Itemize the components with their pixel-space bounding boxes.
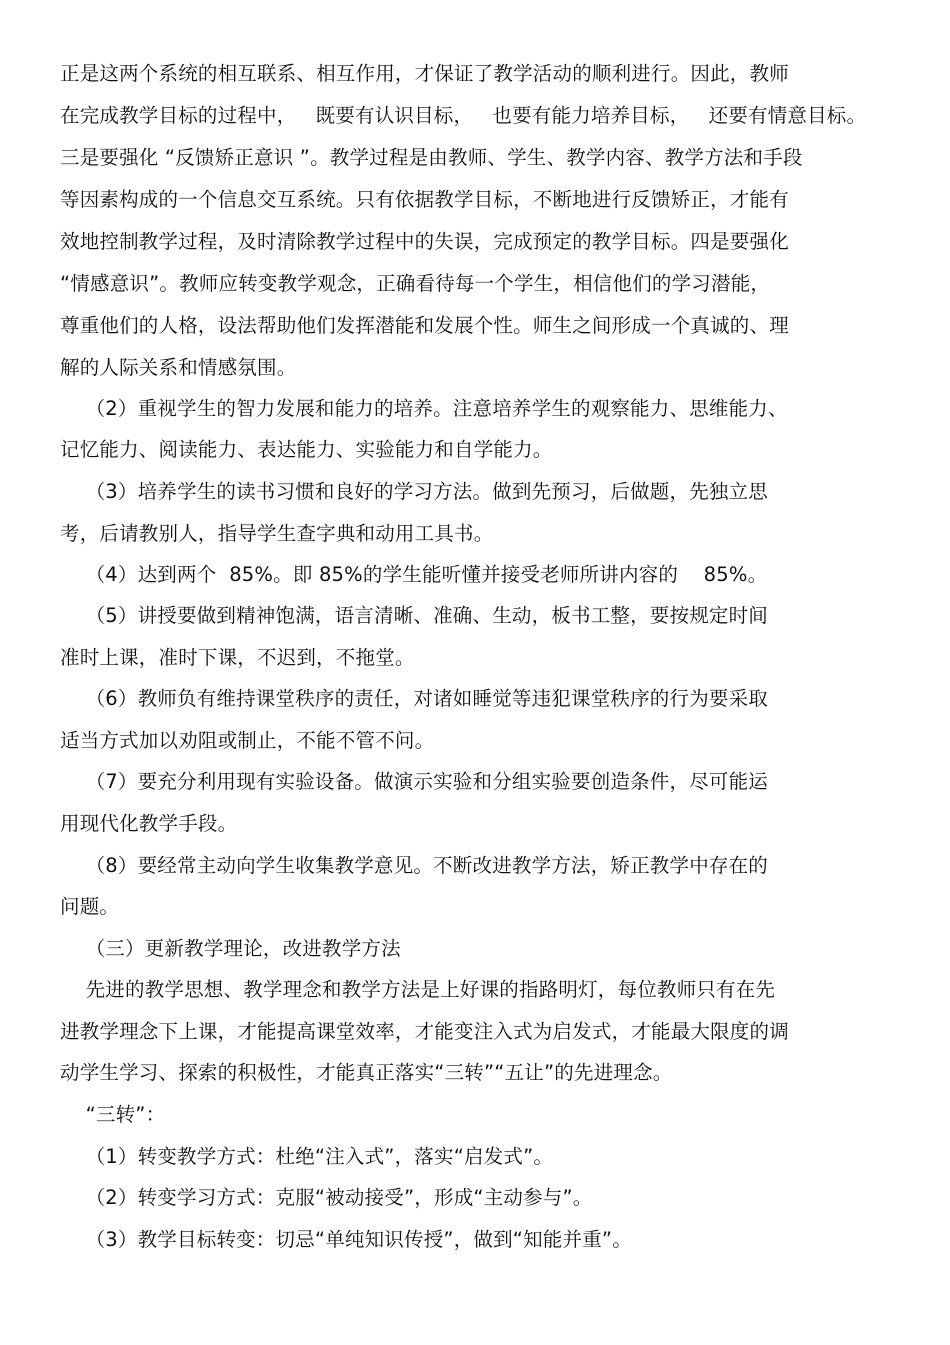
section-heading: （三）更新教学理论，改进教学方法: [60, 937, 401, 960]
text-line: “三转”：: [60, 1103, 166, 1126]
list-item: （2）转变学习方式：克服“被动接受”，形成“主动参与”。: [60, 1186, 593, 1209]
text-line: 解的人际关系和情感氛围。: [60, 356, 297, 379]
text-line: （6）教师负有维持课堂秩序的责任，对诸如睡觉等违犯课堂秩序的行为要采取: [60, 687, 769, 710]
text-line: 问题。: [60, 895, 120, 918]
text-line: （7）要充分利用现有实验设备。做演示实验和分组实验要创造条件，尽可能运: [60, 770, 769, 793]
text-line: “情感意识”。教师应转变教学观念，正确看待每一个学生，相信他们的学习潜能，: [60, 272, 771, 295]
text-line: 效地控制教学过程，及时清除教学过程中的失误，完成预定的教学目标。四是要强化: [60, 230, 789, 253]
list-item: （3）教学目标转变：切忌“单纯知识传授”，做到“知能并重”。: [60, 1228, 632, 1251]
list-item: （1）转变教学方式：杜绝“注入式”，落实“启发式”。: [60, 1145, 554, 1168]
text-line: 正是这两个系统的相互联系、相互作用，才保证了教学活动的顺利进行。因此，教师: [60, 62, 789, 85]
text-line: 适当方式加以劝阻或制止，不能不管不问。: [60, 729, 435, 752]
text-line: 先进的教学思想、教学理念和教学方法是上好课的指路明灯，每位教师只有在先: [60, 978, 776, 1001]
text-line: 尊重他们的人格，设法帮助他们发挥潜能和发展个性。师生之间形成一个真诚的、理: [60, 314, 789, 337]
text-line: 准时上课，准时下课，不迟到，不拖堂。: [60, 646, 415, 669]
text-line: 动学生学习、探索的积极性，才能真正落实“三转”“五让”的先进理念。: [60, 1061, 673, 1084]
text-line: （4）达到两个 85%。即 85%的学生能听懂并接受老师所讲内容的 85%。: [60, 563, 768, 586]
text-line: 用现代化教学手段。: [60, 812, 238, 835]
text-line: 在完成教学目标的过程中， 既要有认识目标， 也要有能力培养目标， 还要有情意目标。: [60, 104, 867, 127]
text-line: 记忆能力、阅读能力、表达能力、实验能力和自学能力。: [60, 438, 553, 461]
text-line: 三是要强化 “反馈矫正意识 ”。教学过程是由教师、学生、教学内容、教学方法和手段: [60, 146, 803, 169]
text-line: 等因素构成的一个信息交互系统。只有依据教学目标，不断地进行反馈矫正，才能有: [60, 188, 789, 211]
text-line: 考，后请教别人，指导学生查字典和动用工具书。: [60, 522, 494, 545]
text-line: （2）重视学生的智力发展和能力的培养。注意培养学生的观察能力、思维能力、: [60, 397, 788, 420]
text-line: （3）培养学生的读书习惯和良好的学习方法。做到先预习，后做题，先独立思: [60, 480, 769, 503]
text-line: 进教学理念下上课，才能提高课堂效率，才能变注入式为启发式，才能最大限度的调: [60, 1020, 789, 1043]
text-line: （8）要经常主动向学生收集教学意见。不断改进教学方法，矫正教学中存在的: [60, 854, 769, 877]
text-line: （5）讲授要做到精神饱满，语言清晰、准确、生动，板书工整，要按规定时间: [60, 604, 769, 627]
